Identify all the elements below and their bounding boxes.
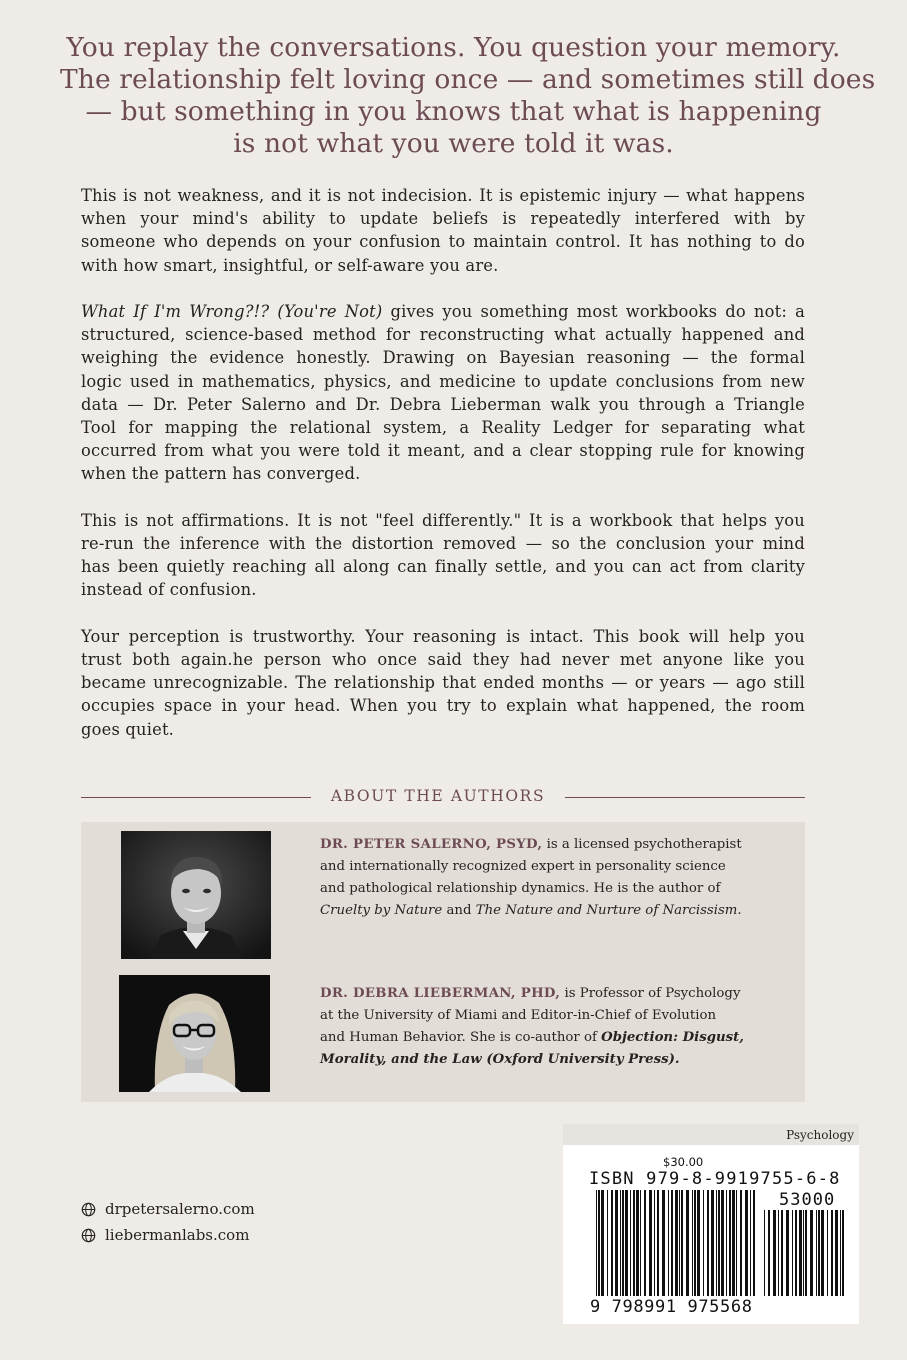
bio-line: [320, 900, 780, 922]
barcode-bar: [668, 1190, 669, 1296]
barcode-bar: [620, 1190, 621, 1296]
text-line: occurred from what you were told it meant, and a clear stopping rule for knowing: [81, 441, 805, 461]
barcode-bar: [750, 1190, 751, 1296]
text-line: when the pattern has converged.: [81, 464, 361, 484]
barcode-bar: [607, 1190, 608, 1296]
text-fragment: is Professor of Psychology: [560, 986, 741, 1001]
barcode-bar: [816, 1210, 817, 1296]
barcode-bar: [636, 1190, 639, 1296]
link-text[interactable]: drpetersalerno.com: [105, 1200, 255, 1218]
bio-line: [320, 1027, 780, 1049]
barcode-bar: [835, 1210, 838, 1296]
globe-icon: [81, 1228, 96, 1243]
link-text[interactable]: liebermanlabs.com: [105, 1226, 250, 1244]
text-line: This is not weakness, and it is not indecision. It is epistemic injury — what happens: [81, 186, 805, 205]
text-line: weighing the evidence honestly. Drawing on Bayesian reasoning — the formal: [81, 348, 805, 368]
bio-line: and internationally recognized expert in personality science: [320, 859, 726, 874]
author-bio-lieberman: [320, 983, 780, 1071]
text-line: instead of confusion.: [81, 580, 257, 600]
barcode-bar: [679, 1190, 680, 1296]
price-label: $30.00: [663, 1155, 704, 1169]
barcode-bar: [773, 1210, 776, 1296]
text-line: someone who depends on your confusion to maintain control. It has nothing to do: [81, 232, 805, 252]
text-fragment: and Human Behavior. She is co-author of: [320, 1030, 602, 1045]
bio-line: [320, 983, 780, 1005]
barcode-bar: [625, 1190, 628, 1296]
barcode-bar: [671, 1190, 673, 1296]
text-line: data — Dr. Peter Salerno and Dr. Debra Lieberman walk you through a Triangle: [81, 394, 805, 414]
text-line: This is not affirmations. It is not "feel differently." It is a workbook that helps you: [81, 510, 805, 530]
barcode-bar: [694, 1190, 696, 1296]
book-title: The Nature and Nurture of Narcissism.: [475, 903, 742, 918]
author-name: DR. DEBRA LIEBERMAN, PHD,: [320, 986, 561, 1001]
barcode-bar: [799, 1210, 802, 1296]
barcode-bar: [818, 1210, 820, 1296]
text-fragment: and: [442, 903, 476, 918]
barcode-bar: [598, 1190, 600, 1296]
barcode-bar: [745, 1190, 748, 1296]
barcode-bar: [649, 1190, 652, 1296]
barcode-bar: [657, 1190, 659, 1296]
barcode-bar: [753, 1190, 755, 1296]
barcode-bar: [840, 1210, 841, 1296]
author-bio-salerno: [320, 834, 780, 922]
barcode-bar: [630, 1190, 631, 1296]
paragraph-4: [81, 625, 805, 741]
divider: [81, 797, 311, 798]
barcode-bar: [596, 1190, 597, 1296]
barcode-bar: [795, 1210, 797, 1296]
text-line: [81, 300, 805, 323]
pull-quote-line: — but something in you knows that what is happening: [85, 96, 822, 127]
barcode-bar: [662, 1190, 665, 1296]
text-line: logic used in mathematics, physics, and medicine to update conclusions from new: [81, 371, 805, 391]
pull-quote-line: is not what you were told it was.: [233, 128, 674, 159]
barcode-bar: [703, 1190, 704, 1296]
barcode-bar: [633, 1190, 635, 1296]
barcode-bar: [842, 1210, 844, 1296]
text-line: re-run the inference with the distortion removed — so the conclusion your mind: [81, 534, 805, 554]
section-title: ABOUT THE AUTHORS: [330, 787, 546, 805]
barcode-bar: [805, 1210, 807, 1296]
authors-panel: [81, 822, 805, 1102]
barcode-bar: [615, 1190, 618, 1296]
barcode-bar: [810, 1210, 813, 1296]
book-title: What If I'm Wrong?!? (You're Not): [81, 302, 383, 321]
globe-icon: [81, 1202, 96, 1217]
author-name: DR. PETER SALERNO, PSYD,: [320, 837, 543, 852]
text-line: Tool for mapping the relational system, a Reality Ledger for separating what: [81, 418, 805, 438]
barcode-bar: [644, 1190, 646, 1296]
category-text: Psychology: [786, 1128, 854, 1142]
bio-line: [320, 834, 780, 856]
book-title: Objection: Disgust,: [601, 1030, 744, 1045]
barcode-bar: [736, 1190, 737, 1296]
author-photo-lieberman: [119, 975, 270, 1092]
description-body: [81, 184, 805, 764]
text-line: when your mind's ability to update beliefs is repeatedly interfered with by: [81, 209, 805, 229]
barcode-bar: [729, 1190, 731, 1296]
barcode-bar: [654, 1190, 655, 1296]
portrait-image: [121, 831, 271, 959]
text-line: trust both again.he person who once said they had never met anyone like you: [81, 650, 805, 670]
text-fragment: gives you something most workbooks do not: a: [382, 302, 805, 321]
author-photo-salerno: [121, 831, 271, 959]
bio-line: [320, 1049, 780, 1071]
divider: [565, 797, 805, 798]
barcode-bar: [675, 1190, 678, 1296]
paragraph-2: [81, 300, 805, 486]
pull-quote: [60, 32, 876, 160]
bio-line: at the University of Miami and Editor-in-Chief of Evolution: [320, 1008, 717, 1023]
portrait-image: [119, 975, 270, 1092]
barcode-bar: [640, 1190, 641, 1296]
barcode-bar: [821, 1210, 824, 1296]
website-link-salerno[interactable]: [81, 1196, 255, 1222]
barcode-bar: [764, 1210, 765, 1296]
barcode-digits: 9 798991 975568: [590, 1297, 753, 1317]
barcode-bar: [697, 1190, 700, 1296]
barcode-bar: [707, 1190, 709, 1296]
text-fragment: is a licensed psychotherapist: [542, 837, 742, 852]
paragraph-1: [81, 184, 805, 277]
price-code: 53000: [779, 1190, 836, 1210]
barcode-bar: [768, 1210, 770, 1296]
text-line: with how smart, insightful, or self-aware you are.: [81, 255, 499, 275]
barcode-bar: [792, 1210, 793, 1296]
text-line: Your perception is trustworthy. Your reasoning is intact. This book will help you: [81, 626, 805, 646]
barcode-image: [563, 1124, 859, 1324]
isbn-label: ISBN 979-8-9919755-6-8: [589, 1169, 841, 1189]
barcode-bar: [732, 1190, 735, 1296]
text-line: goes quiet.: [81, 719, 175, 739]
pull-quote-line: You replay the conversations. You question your memory.: [66, 32, 841, 63]
barcode-bar: [686, 1190, 689, 1296]
barcode-bar: [611, 1190, 613, 1296]
website-link-lieberman[interactable]: [81, 1222, 255, 1248]
barcode-bar: [831, 1210, 833, 1296]
text-line: became unrecognizable. The relationship that ended months — or years — ago still: [81, 673, 805, 693]
about-authors-heading: [81, 784, 805, 810]
barcode-bar: [716, 1190, 717, 1296]
barcode-bar: [681, 1190, 683, 1296]
book-title: Cruelty by Nature: [320, 903, 443, 918]
text-line: structured, science-based method for reconstructing what actually happened and: [81, 325, 805, 345]
barcode-bar: [827, 1210, 828, 1296]
barcode-bar: [778, 1210, 779, 1296]
text-line: has been quietly reaching all along can finally settle, and you can act from clarity: [81, 557, 805, 577]
barcode-bar: [786, 1210, 789, 1296]
barcode-bar: [803, 1210, 804, 1296]
pull-quote-line: The relationship felt loving once — and sometimes still does: [60, 64, 876, 95]
barcode-bar: [692, 1190, 693, 1296]
barcode-bar: [740, 1190, 742, 1296]
text-line: occupies space in your head. When you try to explain what happened, the room: [81, 696, 805, 716]
paragraph-3: [81, 509, 805, 602]
barcode-bar: [601, 1190, 604, 1296]
barcode-panel: [563, 1124, 859, 1324]
book-title: Morality, and the Law (Oxford University Press).: [320, 1052, 680, 1067]
barcode-bar: [622, 1190, 624, 1296]
website-links: [81, 1196, 255, 1248]
bio-line: and pathological relationship dynamics. He is the author of: [320, 881, 721, 896]
barcode-bar: [711, 1190, 714, 1296]
barcode-bar: [718, 1190, 720, 1296]
barcode-bar: [781, 1210, 783, 1296]
barcode-bar: [721, 1190, 724, 1296]
barcode-bar: [726, 1190, 727, 1296]
